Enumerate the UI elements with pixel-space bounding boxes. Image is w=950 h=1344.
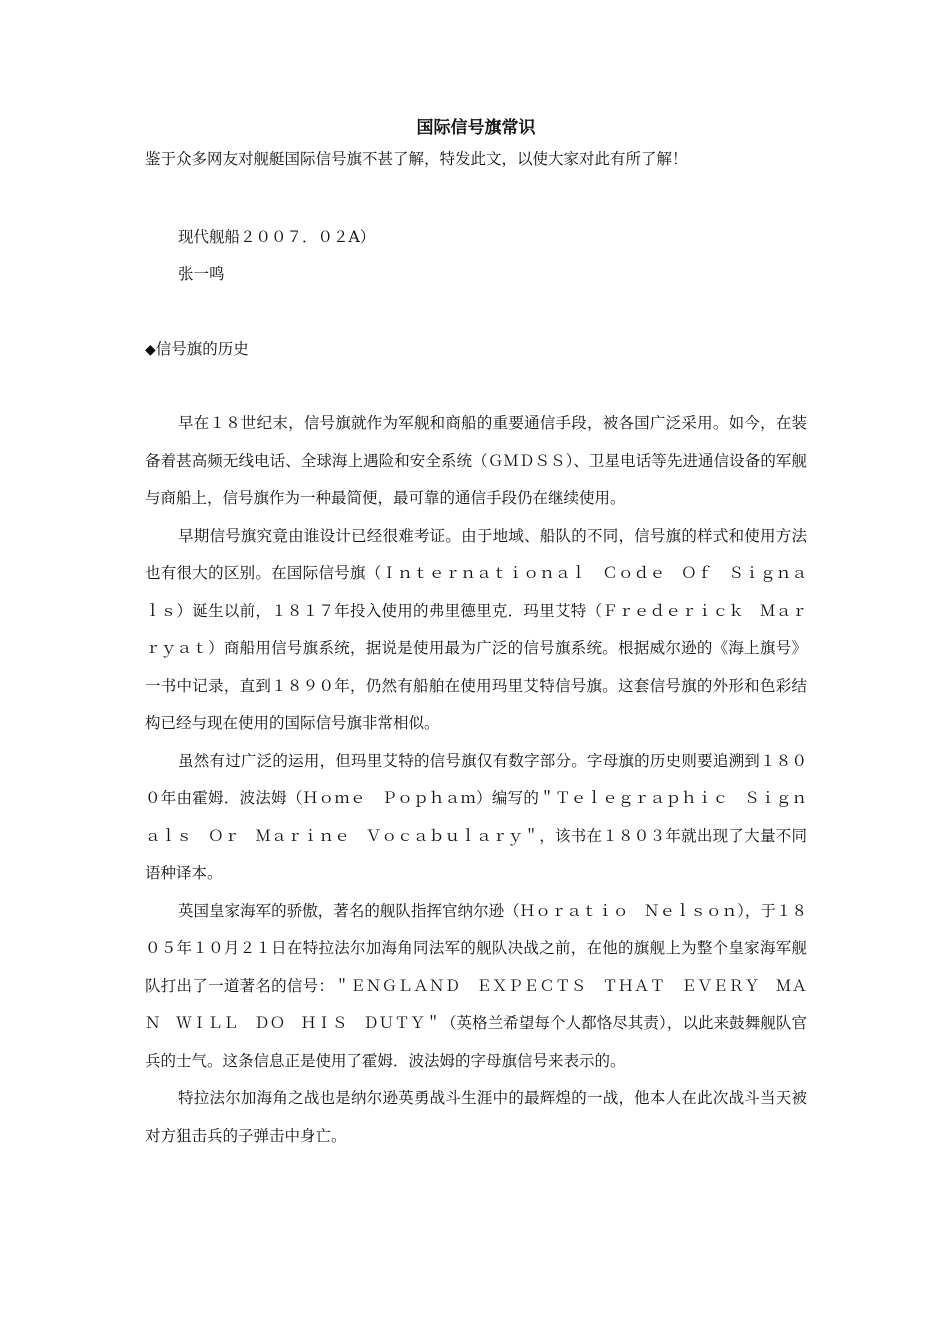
document-title: 国际信号旗常识 (416, 118, 536, 138)
author-line: 张一鸣 (178, 265, 225, 283)
document-page (145, 112, 807, 1155)
paragraph: 早期信号旗究竟由谁设计已经很难考证。由于地域、船队的不同，信号旗的样式和使用方法也有很大的区别。在国际信号旗（Ｉｎｔｅｒｎａｔｉｏｎａｌ Ｃｏｄｅ Ｏｆ Ｓｉｇｎａｌｓ）诞生以前，１８１７年投入使用的弗里德里克．玛里艾特（Ｆｒｅｄｅｒｉｃｋ Ｍａｒｒｙａｔ）商船用信号旗系统，据说是使用最为广泛的信号旗系统。根据威尔逊的《海上旗号》一书中记录，直到１８９０年，仍然有船舶在使用玛里艾特信号旗。这套信号旗的外形和色彩结构已经与现在使用的国际信号旗非常相似。 (145, 526, 807, 732)
section-heading (145, 331, 807, 368)
paragraph: 虽然有过广泛的运用，但玛里艾特的信号旗仅有数字部分。字母旗的历史则要追溯到１８００年由霍姆．波法姆（Ｈｏｍｅ Ｐｏｐｈａｍ）编写的＂Ｔｅｌｅｇｒａｐｈｉｃ Ｓｉｇｎａｌｓ Ｏｒ Ｍａｒｉｎｅ Ｖｏｃａｂｕｌａｒｙ＂，该书在１８０３年就出现了大量不同语种译本。 (145, 751, 807, 882)
intro-text: 鉴于众多网友对舰艇国际信号旗不甚了解，特发此文，以使大家对此有所了解！ (145, 150, 688, 168)
diamond-bullet-icon: ◆ (145, 342, 156, 358)
paragraph: 早在１８世纪末，信号旗就作为军舰和商船的重要通信手段，被各国广泛采用。如今，在装备着甚高频无线电话、全球海上遇险和安全系统（ＧＭＤＳＳ）、卫星电话等先进通信设备的军舰与商船上，信号旗作为一种最简便，最可靠的通信手段仍在继续使用。 (145, 414, 807, 507)
paragraph: 特拉法尔加海角之战也是纳尔逊英勇战斗生涯中的最辉煌的一战，他本人在此次战斗当天被对方狙击兵的子弹击中身亡。 (145, 1089, 807, 1145)
spacer (145, 182, 807, 219)
section-heading-text: 信号旗的历史 (155, 340, 249, 358)
source-line: 现代舰船２００７．０２A） (178, 228, 376, 246)
paragraph: 英国皇家海军的骄傲，著名的舰队指挥官纳尔逊（Ｈｏｒａｔｉｏ Ｎｅｌｓｏｎ），于１８０５年１０月２１日在特拉法尔加海角同法军的舰队决战之前，在他的旗舰上为整个皇家海军舰队打出了一道著名的信号：＂ＥＮＧＬＡＮＤ ＥＸＰＥＣＴＳ ＴＨＡＴ ＥＶＥＲＹ ＭＡＮ ＷＩＬＬ ＤＯ ＨＩＳ ＤＵＴＹ＂（英格兰希望每个人都恪尽其责），以此来鼓舞舰队官兵的士气。这条信息正是使用了霍姆．波法姆的字母旗信号来表示的。 (145, 901, 807, 1070)
